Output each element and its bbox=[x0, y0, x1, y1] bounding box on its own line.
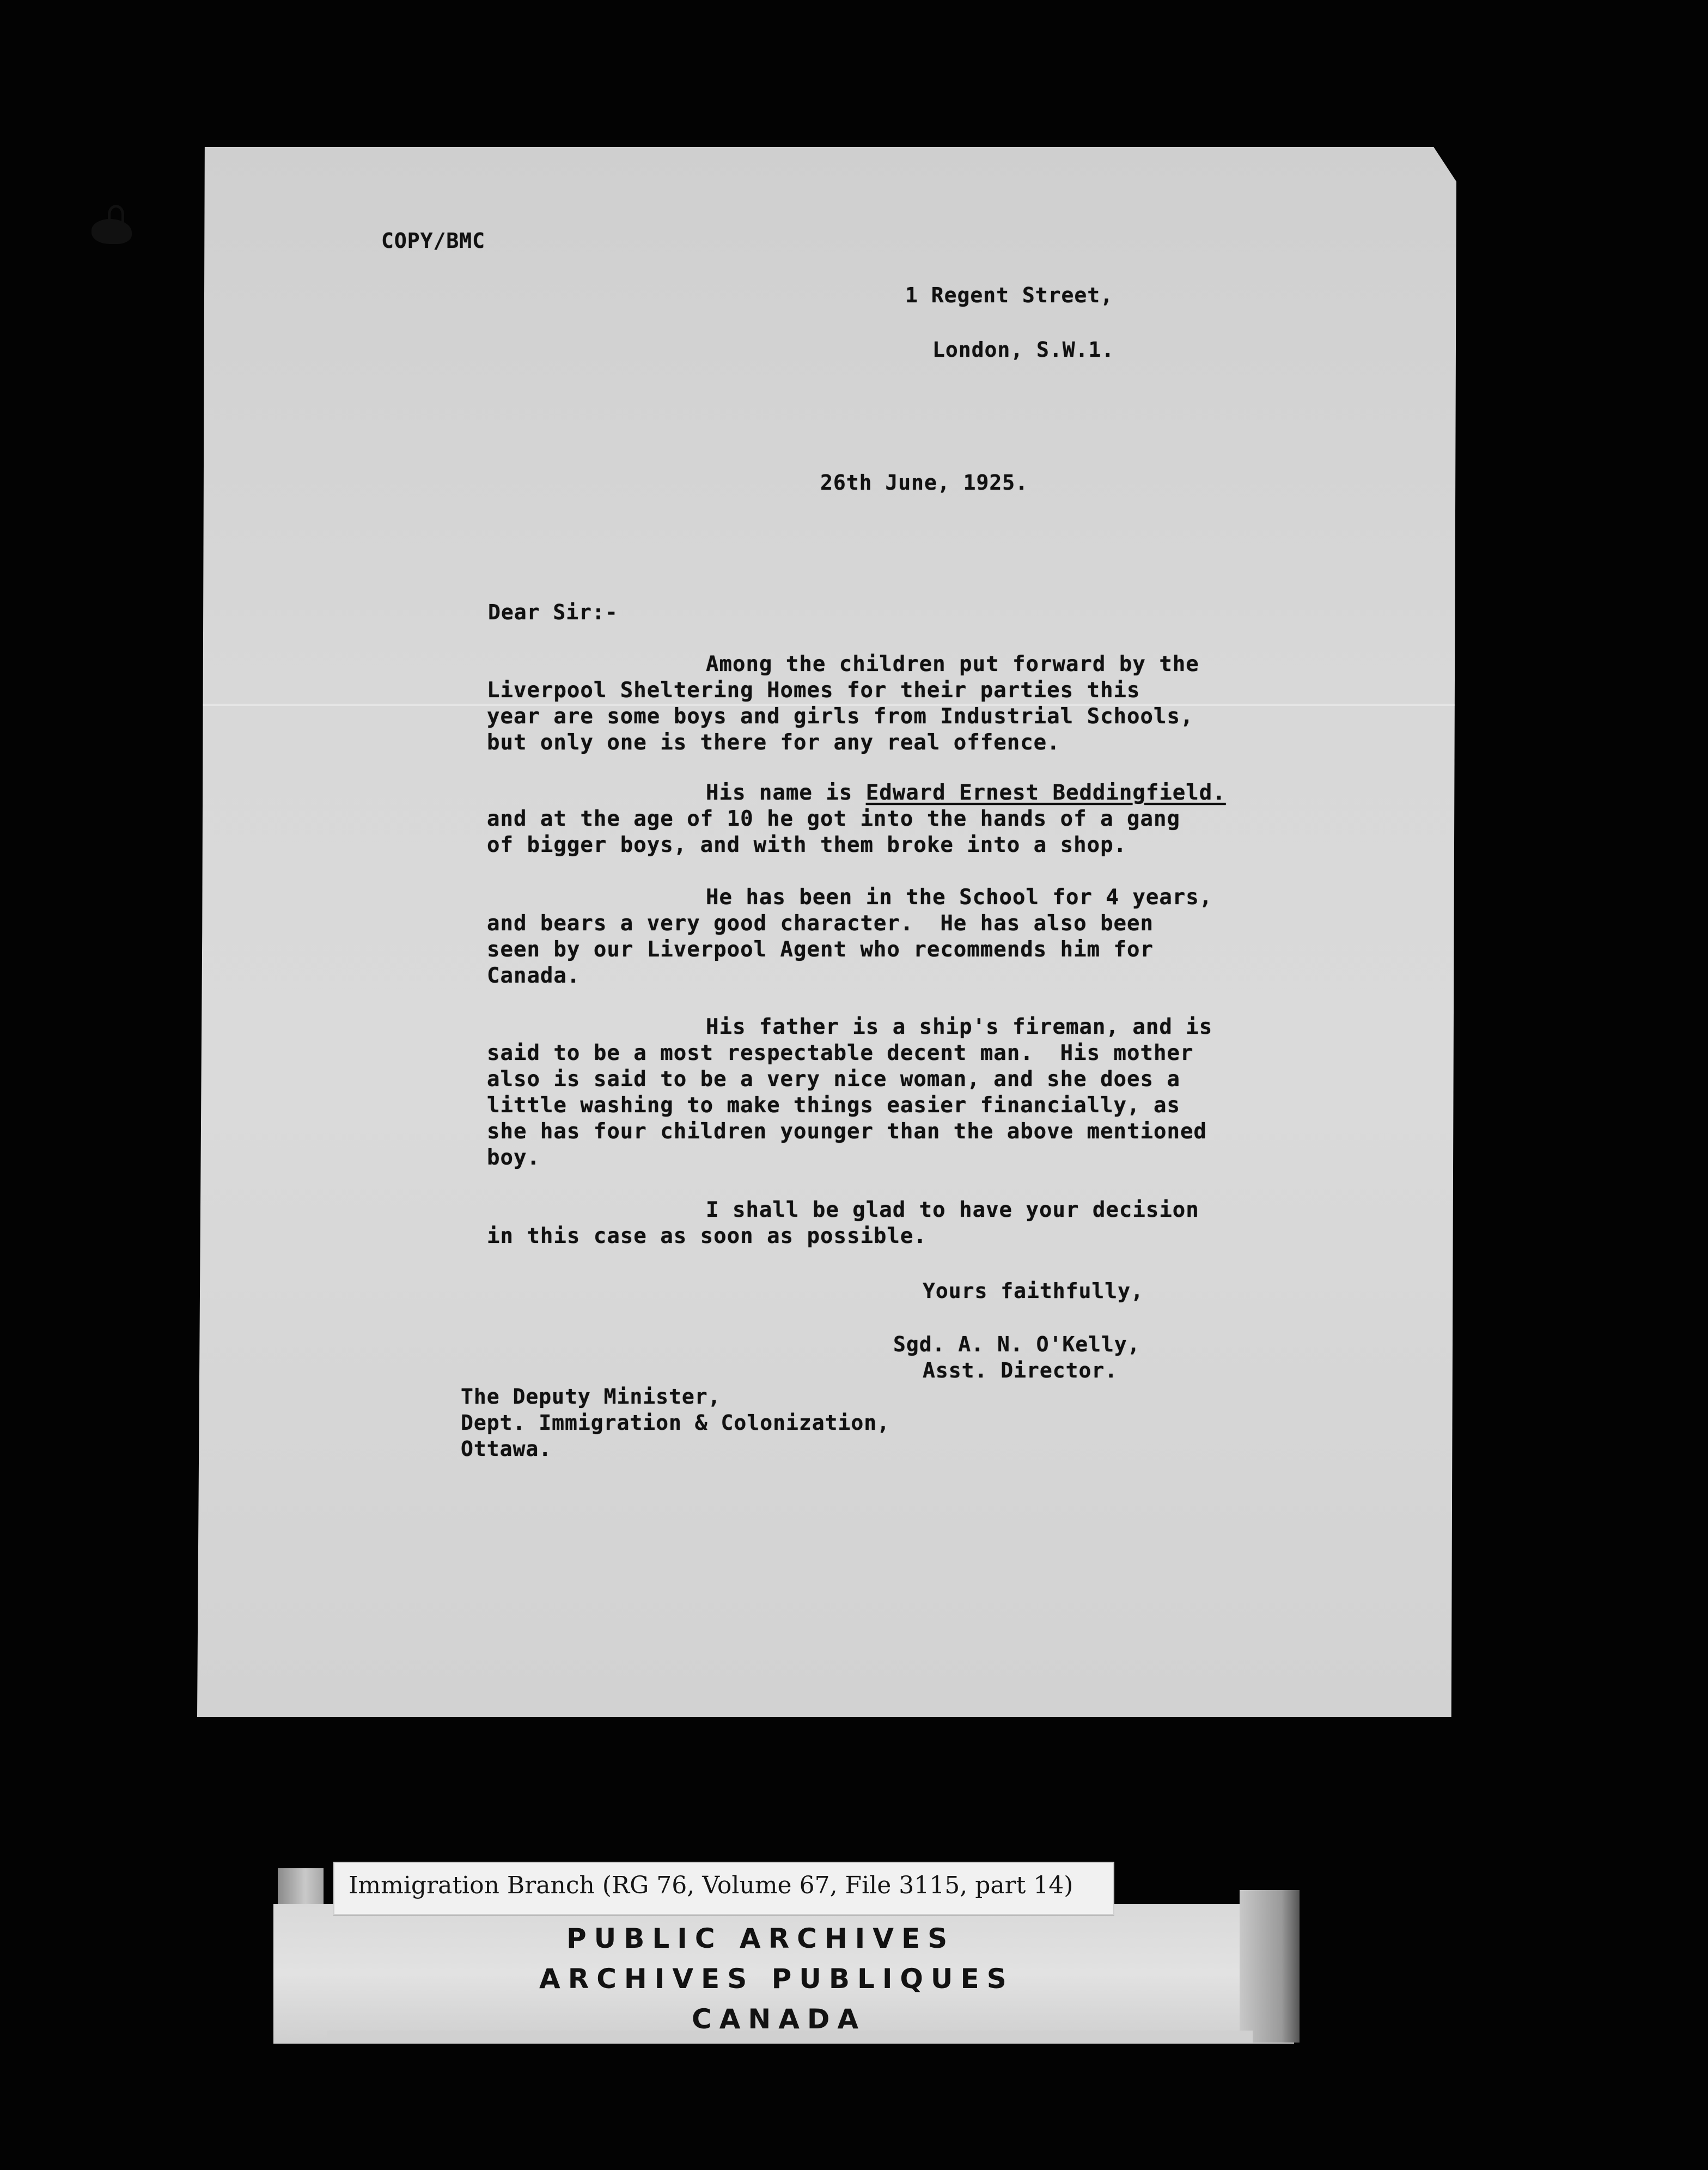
recipient-line-3: Ottawa. bbox=[461, 1437, 552, 1461]
recipient-line-2: Dept. Immigration & Colonization, bbox=[461, 1411, 890, 1435]
paragraph-4-line-4: little washing to make things easier financially, as bbox=[487, 1093, 1180, 1118]
paragraph-2-line-2: and at the age of 10 he got into the hands of a gang bbox=[487, 807, 1180, 831]
paragraph-2-line-1 bbox=[706, 780, 1226, 806]
archive-line-public-archives: PUBLIC ARCHIVES bbox=[566, 1923, 955, 1954]
paragraph-5-line-2: in this case as soon as possible. bbox=[487, 1224, 927, 1248]
child-name: Edward Ernest Beddingfield. bbox=[865, 781, 1226, 805]
archive-line-canada: CANADA bbox=[692, 2003, 867, 2035]
paragraph-1-line-2: Liverpool Sheltering Homes for their parties this bbox=[487, 678, 1140, 703]
salutation: Dear Sir:- bbox=[488, 600, 618, 624]
address-line-1: 1 Regent Street, bbox=[905, 283, 1114, 307]
paragraph-1-line-1: Among the children put forward by the bbox=[706, 652, 1199, 676]
paragraph-2-line-3: of bigger boys, and with them broke into a shop. bbox=[487, 833, 1127, 857]
archive-reference: Immigration Branch (RG 76, Volume 67, File 3115, part 14) bbox=[349, 1872, 1073, 1899]
paragraph-4-line-2: said to be a most respectable decent man. His mother bbox=[487, 1041, 1194, 1065]
archive-card-edge-right bbox=[1240, 1890, 1300, 2043]
letter-date: 26th June, 1925. bbox=[820, 471, 1029, 495]
paragraph-2-prefix: His name is bbox=[706, 781, 866, 805]
punch-hole-mark bbox=[91, 219, 132, 244]
paragraph-4-line-1: His father is a ship's fireman, and is bbox=[706, 1015, 1213, 1039]
paragraph-3-line-2: and bears a very good character. He has also been bbox=[487, 911, 1154, 936]
archive-line-archives-publiques: ARCHIVES PUBLIQUES bbox=[539, 1963, 1014, 1995]
paragraph-3-line-1: He has been in the School for 4 years, bbox=[706, 885, 1213, 910]
paragraph-3-line-3: seen by our Liverpool Agent who recommends him for bbox=[487, 937, 1154, 962]
recipient-line-1: The Deputy Minister, bbox=[461, 1385, 721, 1409]
closing: Yours faithfully, bbox=[923, 1279, 1144, 1303]
paragraph-4-line-5: she has four children younger than the above mentioned bbox=[487, 1119, 1207, 1144]
paragraph-1-line-3: year are some boys and girls from Industrial Schools, bbox=[487, 704, 1194, 729]
address-line-2: London, S.W.1. bbox=[932, 338, 1115, 362]
paragraph-4-line-6: boy. bbox=[487, 1145, 540, 1170]
paragraph-1-line-4: but only one is there for any real offence. bbox=[487, 730, 1060, 755]
paragraph-3-line-4: Canada. bbox=[487, 964, 581, 988]
paragraph-4-line-3: also is said to be a very nice woman, and she does a bbox=[487, 1067, 1180, 1092]
signer-title: Asst. Director. bbox=[923, 1358, 1118, 1382]
signature: Sgd. A. N. O'Kelly, bbox=[893, 1332, 1140, 1356]
paragraph-5-line-1: I shall be glad to have your decision bbox=[706, 1198, 1199, 1222]
copy-mark: COPY/BMC bbox=[381, 229, 486, 253]
